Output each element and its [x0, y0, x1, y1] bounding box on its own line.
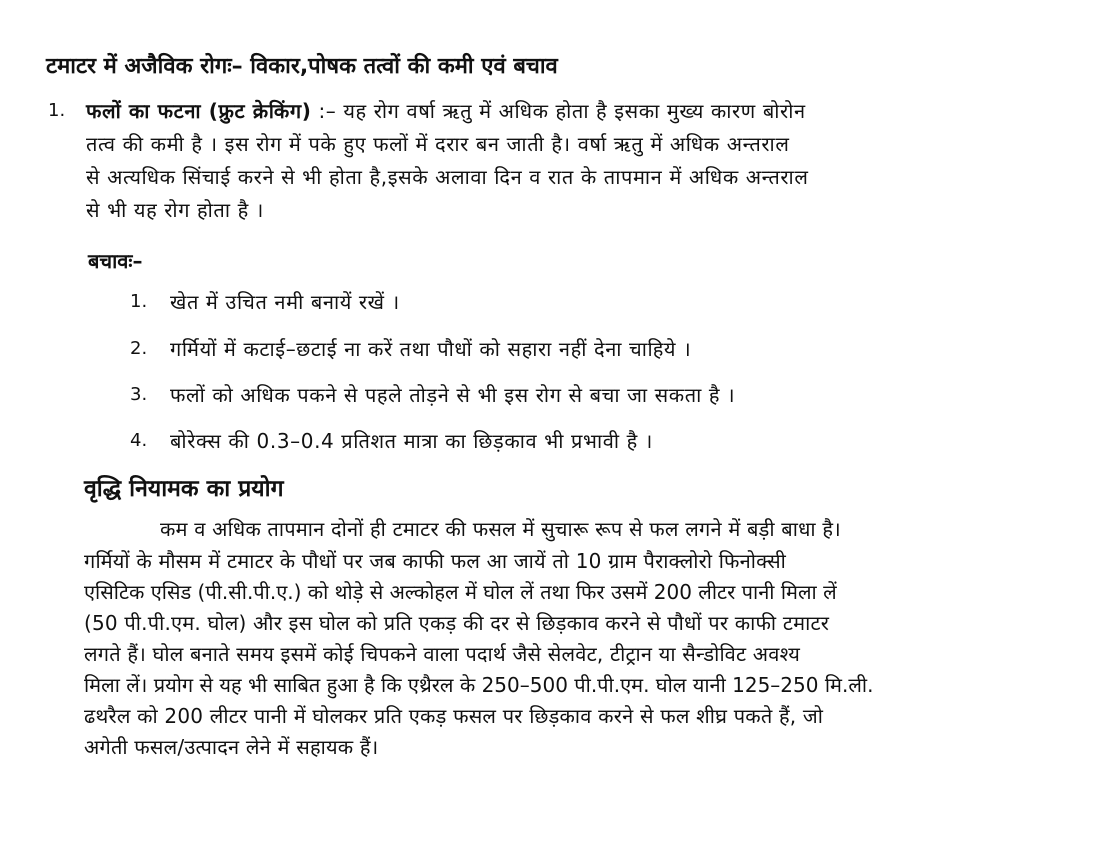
section-line-4: (50 पी.पी.एम. घोल) और इस घोल को प्रति एकड़ की दर से छिड़काव करने से पौधों पर काफी टमाटर [84, 611, 830, 635]
section-line-3: एसिटिक एसिड (पी.सी.पी.ए.) को थोड़े से अल्कोहल में घोल लें तथा फिर उसमें 200 लीटर पानी मिला लें [84, 580, 837, 604]
main-heading: टमाटर में अजैविक रोगः– विकार,पोषक तत्वों की कमी एवं बचाव [46, 54, 558, 79]
item-line-1 [86, 97, 806, 124]
section-heading: वृद्धि नियामक का प्रयोग [84, 476, 284, 502]
remedy-text: फलों को अधिक पकने से पहले तोड़ने से भी इस रोग से बचा जा सकता है । [170, 383, 736, 407]
item-text: :– यह रोग वर्षा ऋतु में अधिक होता है इसका मुख्य कारण बोरोन [311, 99, 806, 123]
section-line-1: कम व अधिक तापमान दोनों ही टमाटर की फसल में सुचारू रूप से फल लगने में बड़ी बाधा है। [160, 517, 841, 541]
remedy-number: 3. [130, 384, 148, 405]
item-title: फलों का फटना (फ्रुट क्रेकिंग) [86, 99, 312, 123]
remedy-number: 1. [130, 291, 148, 312]
remedy-number: 2. [130, 338, 148, 359]
section-line-6: मिला लें। प्रयोग से यह भी साबित हुआ है कि एथ्रैरल के 250–500 पी.पी.एम. घोल यानी 125–250 मि.ली. [84, 673, 874, 697]
item-line-4: से भी यह रोग होता है । [86, 198, 264, 222]
item-line-3: से अत्यधिक सिंचाई करने से भी होता है,इसके अलावा दिन व रात के तापमान में अधिक अन्तराल [86, 165, 809, 189]
remedy-text: बोरेक्स की 0.3–0.4 प्रतिशत मात्रा का छिड़काव भी प्रभावी है । [170, 429, 653, 453]
section-line-7: ढथरैल को 200 लीटर पानी में घोलकर प्रति एकड़ फसल पर छिड़काव करने से फल शीघ्र पकते हैं, जो [84, 704, 824, 728]
item-number: 1. [48, 100, 66, 121]
item-line-2: तत्व की कमी है । इस रोग में पके हुए फलों में दरार बन जाती है। वर्षा ऋतु में अधिक अन्तराल [86, 132, 790, 156]
section-line-8: अगेती फसल/उत्पादन लेने में सहायक हैं। [84, 735, 379, 759]
remedy-label: बचावः– [88, 249, 143, 273]
section-line-2: गर्मियों के मौसम में टमाटर के पौधों पर जब काफी फल आ जायें तो 10 ग्राम पैराक्लोरो फिनोक्सी [84, 549, 786, 573]
remedy-number: 4. [130, 430, 148, 451]
remedy-text: गर्मियों में कटाई–छटाई ना करें तथा पौधों को सहारा नहीं देना चाहिये । [170, 337, 692, 361]
section-line-5: लगते हैं। घोल बनाते समय इसमें कोई चिपकने वाला पदार्थ जैसे सेलवेट, टीट्रान या सैन्डोविट अवश्य [84, 642, 801, 666]
remedy-text: खेत में उचित नमी बनायें रखें । [170, 290, 400, 314]
